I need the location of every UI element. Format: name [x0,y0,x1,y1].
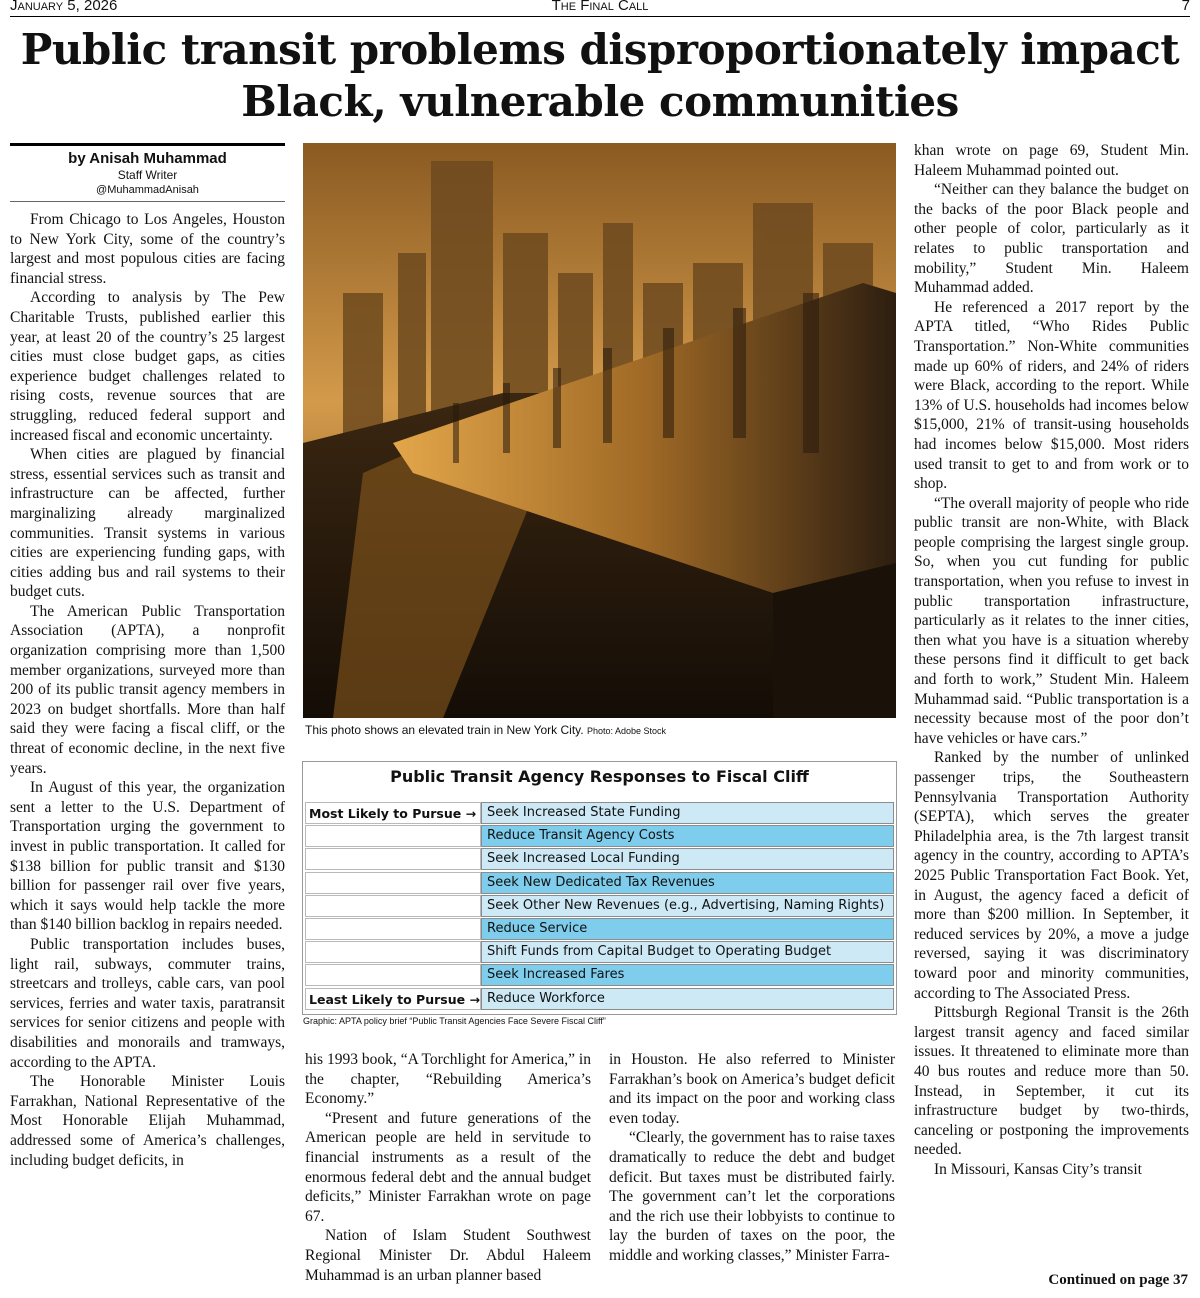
graphic-row-value: Seek Increased State Funding [481,802,894,824]
graphic-caption: Graphic: APTA policy brief “Public Transit Agencies Face Severe Fiscal Cliff” [303,1016,606,1026]
page-number: 7 [1181,0,1190,14]
graphic-row [305,825,894,847]
graphic-row-value: Reduce Service [481,918,894,940]
article-headline [0,24,1200,128]
article-column-1 [10,210,285,1170]
photo-credit: Photo: Adobe Stock [586,726,666,736]
article-column-4 [914,141,1189,1179]
continued-jump-line: Continued on page 37 [1048,1272,1188,1288]
headline-line-2: Black, vulnerable communities [241,77,959,126]
paragraph: khan wrote on page 69, Student Min. Haleem Muhammad pointed out. [914,142,1189,179]
issue-date: January 5, 2026 [10,0,118,14]
photo-caption [305,723,666,737]
graphic-row-value: Reduce Workforce [481,988,894,1010]
graphic-row-label [305,848,481,870]
graphic-row-label [305,895,481,917]
graphic-row-value: Seek Other New Revenues (e.g., Advertising, Naming Rights) [481,895,894,917]
paragraph: “Neither can they balance the budget on the backs of the poor Black people and other people of color, particularly as it relates to public transportation and mobility,” Student Min. Haleem Muhammad added. [914,181,1189,297]
paragraph: in Houston. He also referred to Minister Farrakhan’s book on America’s budget deficit and its impact on the poor and working class even today. [609,1051,895,1127]
graphic-row-value: Seek Increased Fares [481,964,894,986]
paragraph: When cities are plagued by financial stress, essential services such as transit and infrastructure can be affected, further marginalizing already marginalized communities. Transit systems in various cities are experiencing funding gaps, with cities adding bus and rail systems to their budget cuts. [10,446,285,601]
graphic-row-value: Reduce Transit Agency Costs [481,825,894,847]
graphic-row [305,941,894,963]
author-name: by Anisah Muhammad [68,150,227,167]
graphic-row [305,918,894,940]
graphic-row-value: Seek Increased Local Funding [481,848,894,870]
graphic-row [305,872,894,894]
paragraph: In Missouri, Kansas City’s transit [934,1160,1142,1178]
graphic-row-label [305,872,481,894]
graphic-row-value: Seek New Dedicated Tax Revenues [481,872,894,894]
paragraph: Ranked by the number of unlinked passenger trips, the Southeastern Pennsylvania Transportation Authority (SEPTA), which serves the greater Philadelphia area, is the 7th largest transit agency in the country, according to APTA’s 2025 Public Transportation Fact Book. Yet, in August, the agency faced a deficit of more than $200 million. In September, it reduced services by 20%, a move a judge reversed, saying it was discriminatory toward poor and minority communities, according to The Associated Press. [914,749,1189,1002]
fiscal-cliff-graphic [302,761,897,1015]
author-role: Staff Writer [117,168,178,182]
article-column-2 [305,1050,591,1285]
graphic-row-label: Most Likely to Pursue → [305,802,481,824]
graphic-title: Public Transit Agency Responses to Fiscal Cliff [390,767,809,786]
graphic-row-label [305,964,481,986]
graphic-row-label [305,825,481,847]
elevated-train-illustration [303,143,896,718]
photo-caption-text: This photo shows an elevated train in New York City. [305,723,584,737]
graphic-row [305,848,894,870]
paragraph: “Clearly, the government has to raise taxes dramatically to reduce the debt and budget deficit. But taxes must be distributed fairly. The government can’t let the corporations and the rich use their lobbyists to continue to lay the burden of taxes on the poor, the middle and working classes,” Minister Farra- [609,1129,895,1264]
graphic-row-label: Least Likely to Pursue → [305,988,481,1010]
paragraph: Pittsburgh Regional Transit is the 26th largest transit agency and faced similar issues. It threatened to eliminate more than 40 bus routes and reduce more than 50. Instead, in September, it cut its infrastructure budget by two-thirds, canceling or postponing the improvements needed. [914,1004,1189,1159]
paragraph: “The overall majority of people who ride public transit are non-White, with Black people comprising the largest single group. So, when you cut funding for public transportation, when you refuse to invest in public transportation infrastructure, particularly as it relates to the inner cities, then what you have is a situation whereby these persons find it difficult to get back and forth to work,” Student Min. Haleem Muhammad said. “Public transportation is a necessity because most of the poor don’t have vehicles or have cars.” [914,494,1189,747]
paragraph: The American Public Transportation Association (APTA), a nonprofit organization comprising more than 1,500 member organizations, surveyed more than 200 of its public transit agency members in 2023 on budget shortfalls. More than half said they were facing a fiscal cliff, or the threat of economic decline, in the next five years. [10,602,285,777]
paragraph: his 1993 book, “A Torchlight for America,” in the chapter, “Rebuilding America’s Economy.” [305,1051,591,1108]
graphic-row [305,895,894,917]
running-header [10,0,1190,17]
paragraph: In August of this year, the organization sent a letter to the U.S. Department of Transportation urging the government to invest in public transportation. It called for $138 billion for public transit and $130 billion for passenger rail over five years, which it says would help tackle the more than $140 billion backlog in repairs needed. [10,779,285,934]
author-handle: @MuhammadAnisah [10,184,285,202]
paragraph: He referenced a 2017 report by the APTA titled, “Who Rides Public Transportation.” Non-White communities made up 60% of riders, and 24% of riders were Black, according to the report. While 13% of U.S. households had incomes below $15,000, 21% of transit-using households had incomes below $15,000. Most riders used transit to get to and from work or to shop. [914,298,1189,493]
paragraph: Public transportation includes buses, light rail, subways, commuter trains, streetcars and trolleys, cable cars, van pool services, ferries and water taxis, paratransit services for senior citizens and people with disabilities and monorails and tramways, according to the APTA. [10,935,285,1071]
graphic-row [305,802,894,824]
publication-name: The Final Call [551,0,649,14]
graphic-row [305,988,894,1010]
paragraph: From Chicago to Los Angeles, Houston to New York City, some of the country’s largest and most populous cities are facing financial stress. [10,211,285,287]
headline-line-1: Public transit problems disproportionately impact [20,25,1180,74]
graphic-row-label [305,941,481,963]
graphic-row-value: Shift Funds from Capital Budget to Operating Budget [481,941,894,963]
graphic-row-label [305,918,481,940]
train-photo [303,143,896,718]
paragraph: According to analysis by The Pew Charitable Trusts, published earlier this year, at least 20 of the country’s 25 largest cities must close budget gaps, as cities experience budget challenges related to rising costs, revenue sources that are struggling, reduced federal support and increased fiscal and economic uncertainty. [10,289,285,444]
paragraph: Nation of Islam Student Southwest Regional Minister Dr. Abdul Haleem Muhammad is an urban planner based [305,1227,591,1284]
paragraph: “Present and future generations of the American people are held in servitude to financial instruments as a result of the enormous federal debt and the annual budget deficits,” Minister Farrakhan wrote on page 67. [305,1109,591,1225]
graphic-row [305,964,894,986]
byline [10,143,285,202]
article-column-3 [609,1050,895,1266]
paragraph: The Honorable Minister Louis Farrakhan, National Representative of the Most Honorable Elijah Muhammad, addressed some of America’s challenges, including budget deficits, in [10,1073,285,1169]
